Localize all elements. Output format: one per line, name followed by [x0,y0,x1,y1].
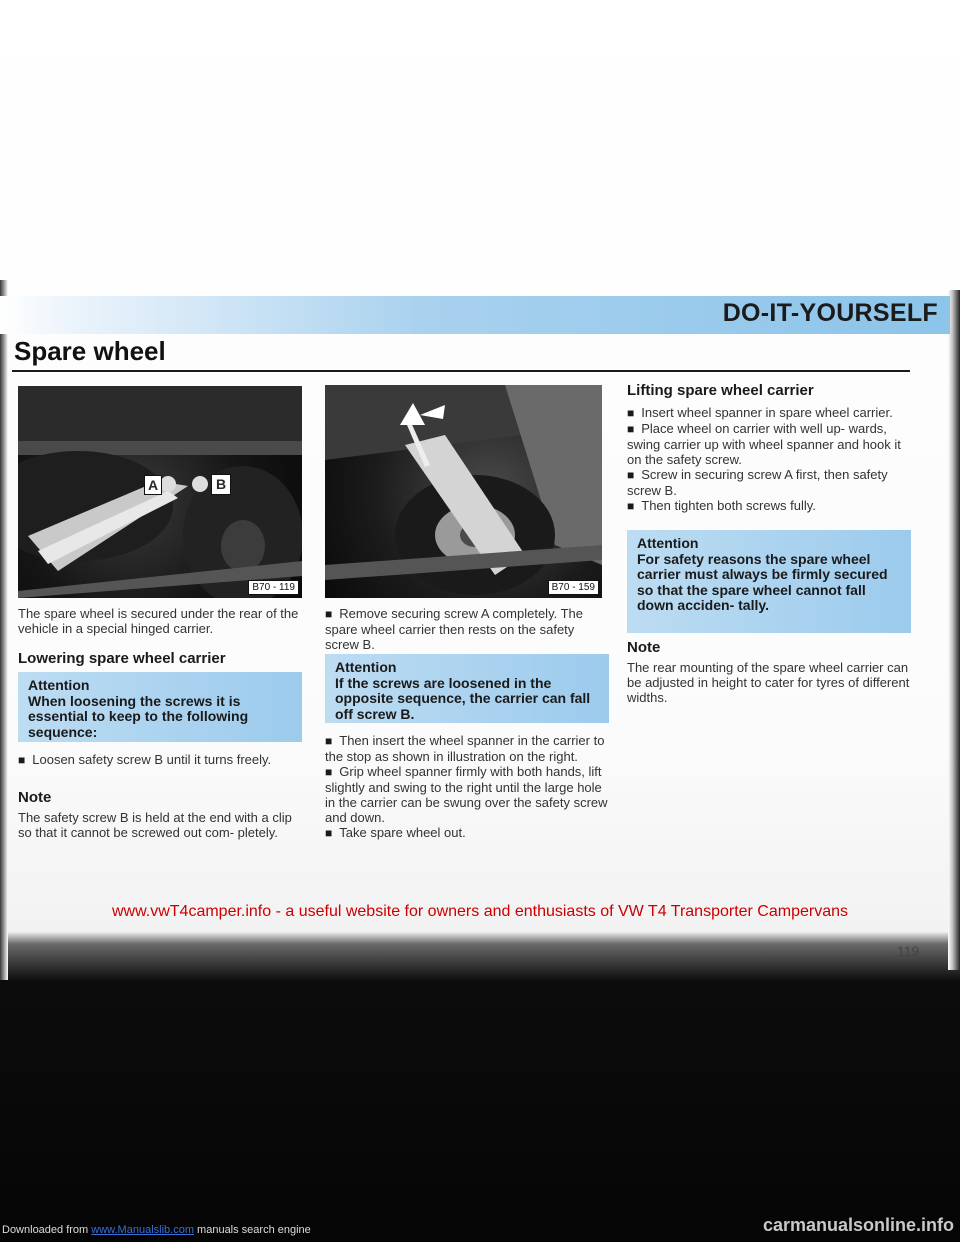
col1-attention-text: When loosening the screws it is essential to keep to the following sequence: [28,692,249,740]
col1-attention-title: Attention [28,677,90,693]
col3-subhead: Lifting spare wheel carrier [627,382,814,399]
col3-note-text: The rear mounting of the spare wheel carrier can be adjusted in height to cater for tyres of different widths. [627,660,910,705]
col1-attention [18,672,302,742]
list-item: ■ Place wheel on carrier with well up- wards, swing carrier up with wheel spanner and hook it on the safety screw. [627,421,911,467]
col1-intro: The spare wheel is secured under the rear of the vehicle in a special hinged carrier. [18,606,299,636]
list-item: ■ Remove securing screw A completely. The spare wheel carrier then rests on the safety screw B. [325,606,609,652]
download-suffix: manuals search engine [197,1224,311,1236]
col2-attention [325,654,609,723]
page-right-edge [948,290,960,970]
col3-note-head: Note [627,639,661,656]
col3-attention [627,530,911,633]
heading-rule [12,370,910,372]
list-item: ■ Insert wheel spanner in spare wheel carrier. [627,405,911,421]
watermark-brand: carmanualsonline.info [762,1215,954,1235]
col3-bullet-list [627,405,911,514]
photo-spare-wheel-carrier [18,386,302,598]
col3-attention-text: For safety reasons the spare wheel carrier must always be firmly secured so that the spare wheel cannot fall down acciden- tally. [637,550,888,613]
download-prefix: Downloaded from [2,1224,89,1236]
col2-attention-text: If the screws are loosened in the opposite sequence, the carrier can fall off screw B. [335,674,591,722]
col1-note-head: Note [18,789,52,806]
col3-attention-title: Attention [637,535,699,551]
col1-subhead: Lowering spare wheel carrier [18,650,226,667]
page-number: 119 [897,943,920,959]
col2-text [325,606,609,652]
website-banner[interactable]: www.vwT4camper.info - a useful website for owners and enthusiasts of VW T4 Transporter Campervans [111,903,849,920]
label-a: A [144,475,162,495]
col1-bullet-list [18,752,302,768]
col2-attention-title: Attention [335,659,397,675]
page-heading: Spare wheel [14,336,166,366]
download-link[interactable]: www.Manualslib.com [91,1224,194,1236]
col1-note-text: The safety screw B is held at the end with a clip so that it cannot be screwed out com- pletely. [18,810,292,840]
photo-wheel-spanner [325,385,602,598]
col2-bullet-list [325,733,609,841]
list-item: ■ Grip wheel spanner firmly with both hands, lift slightly and swing to the right until the large hole in the carrier can be swung over the safety screw and down. [325,764,609,825]
page-left-edge [0,280,8,980]
download-note [2,1224,311,1236]
photo-code: B70 - 119 [248,580,299,595]
spanner-illustration [325,385,602,598]
list-item: ■ Then insert the wheel spanner in the carrier to the stop as shown in illustration on the right. [325,733,609,764]
section-title: DO-IT-YOURSELF [722,299,938,327]
list-item: ■ Loosen safety screw B until it turns freely. [18,752,302,768]
list-item: ■ Screw in securing screw A first, then safety screw B. [627,467,911,498]
photo-code: B70 - 159 [548,580,599,595]
label-b: B [211,474,231,495]
list-item: ■ Take spare wheel out. [325,825,609,841]
list-item: ■ Then tighten both screws fully. [627,498,911,514]
